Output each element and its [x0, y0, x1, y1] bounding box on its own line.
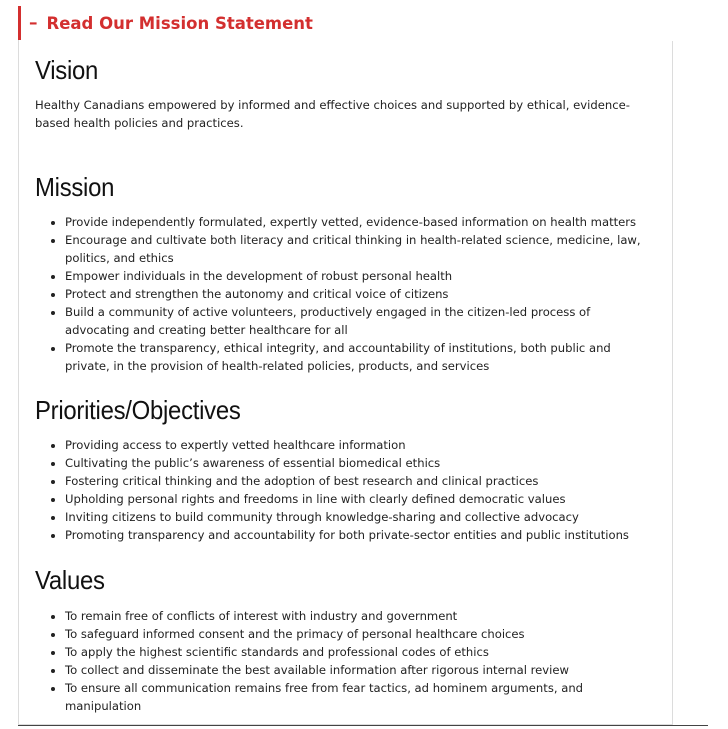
bottom-divider: [18, 725, 708, 726]
mission-statement-accordion-toggle[interactable]: [18, 6, 313, 40]
list-item: • Empower individuals in the development of robust personal health: [65, 267, 658, 285]
values-list: [35, 607, 658, 715]
list-item: • Encourage and cultivate both literacy and critical thinking in health-related science, medicine, law, politics, and ethics: [65, 231, 658, 267]
list-item: • To remain free of conflicts of interest with industry and government: [65, 607, 658, 625]
list-item: • To collect and disseminate the best available information after rigorous internal review: [65, 661, 658, 679]
vision-section: [35, 55, 658, 132]
list-item: • Provide independently formulated, expertly vetted, evidence-based information on health matters: [65, 213, 658, 231]
list-item: • Inviting citizens to build community through knowledge-sharing and collective advocacy: [65, 508, 658, 526]
list-item: • Promote the transparency, ethical integrity, and accountability of institutions, both public and private, in the provision of health-related policies, products, and services: [65, 339, 658, 375]
list-item: • Fostering critical thinking and the adoption of best research and clinical practices: [65, 472, 658, 490]
mission-statement-panel: [18, 41, 673, 725]
values-section: [35, 565, 658, 715]
mission-list: [35, 213, 658, 375]
list-item: • To safeguard informed consent and the primacy of personal healthcare choices: [65, 625, 658, 643]
list-item: • Protect and strengthen the autonomy and critical voice of citizens: [65, 285, 658, 303]
list-item: • Providing access to expertly vetted healthcare information: [65, 436, 658, 454]
priorities-list: [35, 436, 658, 544]
values-heading: Values: [35, 565, 105, 595]
priorities-section: [35, 395, 658, 544]
list-item: • Promoting transparency and accountability for both private-sector entities and public institutions: [65, 526, 658, 544]
priorities-heading: Priorities/Objectives: [35, 395, 241, 425]
vision-heading: Vision: [35, 55, 99, 85]
list-item: • Cultivating the public’s awareness of essential biomedical ethics: [65, 454, 658, 472]
list-item: • To apply the highest scientific standards and professional codes of ethics: [65, 643, 658, 661]
collapse-minus-icon[interactable]: –: [29, 13, 38, 33]
list-item: • Build a community of active volunteers, productively engaged in the citizen-led process of advocating and creating better healthcare for all: [65, 303, 658, 339]
list-item: • To ensure all communication remains free from fear tactics, ad hominem arguments, and manipulation: [65, 679, 658, 715]
mission-heading: Mission: [35, 172, 115, 202]
list-item: • Upholding personal rights and freedoms in line with clearly defined democratic values: [65, 490, 658, 508]
vision-text: Healthy Canadians empowered by informed and effective choices and supported by ethical, evidence-based health policies and practices.: [35, 98, 630, 130]
mission-section: [35, 172, 658, 375]
accordion-title[interactable]: Read Our Mission Statement: [46, 13, 313, 33]
